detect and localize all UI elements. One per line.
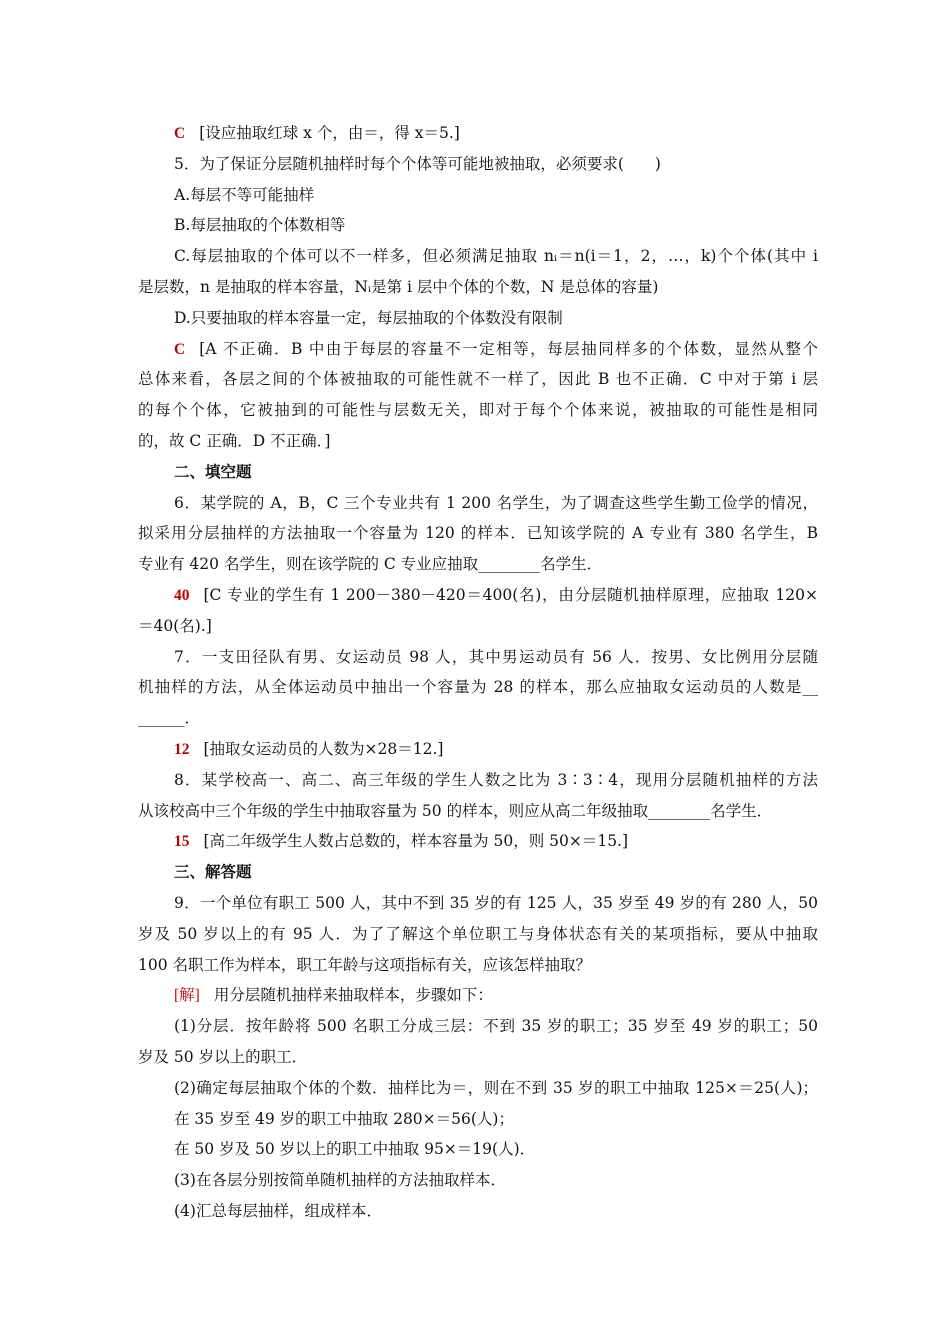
text-line [138,549,818,580]
line-text: 9．一个单位有职工 500 人，其中不到 35 岁的有 125 人，35 岁至 49 岁的有 280 人，50 [174,893,818,912]
line-text: A.每层不等可能抽样 [174,185,315,204]
section-heading [138,857,818,888]
line-text: [设应抽取红球 x 个，由＝，得 x＝5.] [199,124,460,142]
text-line [138,950,818,981]
text-line [138,796,818,827]
text-line [138,580,818,611]
text-line [138,426,818,457]
text-line [138,826,818,857]
line-text: [抽取女运动员的人数为×28＝12.] [203,739,444,758]
text-line [138,334,818,365]
line-text: 岁及 50 岁以上的职工． [138,1047,308,1066]
text-line [138,765,818,796]
line-text: 在 50 岁及 50 岁以上的职工中抽取 95×＝19(人)． [174,1140,536,1159]
line-text: 在 35 岁至 49 岁的职工中抽取 280×＝56(人)； [174,1109,514,1128]
line-text: 8．某学校高一、高二、高三年级的学生人数之比为 3∶3∶4，现用分层随机抽样的方法 [174,770,818,789]
line-text: ______． [138,709,201,728]
section-heading [138,457,818,488]
text-line [138,1042,818,1073]
text-line [138,1165,818,1196]
line-text: 的，故 C 正确．D 不正确．] [138,431,331,450]
answer-mark: [解] [174,987,200,1005]
line-text: 拟采用分层抽样的方法抽取一个容量为 120 的样本．已知该学院的 A 专业有 380 名学生，B [138,524,818,543]
line-text: 二、填空题 [174,461,252,481]
answer-mark: C [174,340,186,358]
line-text: ＝40(名).] [138,616,212,635]
text-line [138,180,818,211]
line-text: 机抽样的方法，从全体运动员中抽出一个容量为 28 的样本，那么应抽取女运动员的人数是__ [138,678,818,697]
document-page [138,118,818,1227]
line-text: [C 专业的学生有 1 200－380－420＝400(名)，由分层随机抽样原理，应抽取 120× [203,585,818,604]
line-text: 6．某学院的 A，B，C 三个专业共有 1 200 名学生，为了调查这些学生勤工俭学的情况， [174,493,818,512]
answer-mark: C [174,125,186,142]
text-line [138,364,818,395]
line-text: [A 不正确．B 中由于每层的容量不一定相等，每层抽同样多的个体数，显然从整个 [199,339,818,358]
line-text: [高二年级学生人数占总数的，样本容量为 50，则 50×＝15.] [203,832,629,851]
text-line [138,241,818,272]
line-text: B.每层抽取的个体数相等 [174,216,346,235]
line-text: 用分层随机抽样来抽取样本，步骤如下： [213,986,493,1005]
text-line [138,734,818,765]
answer-mark: 12 [174,740,190,758]
line-text: (4)汇总每层抽样，组成样本． [174,1201,382,1220]
line-text: (2)确定每层抽取个体的个数．抽样比为＝，则在不到 35 岁的职工中抽取 125×＝25(人)； [174,1078,818,1097]
line-text: D.只要抽取的样本容量一定，每层抽取的个体数没有限制 [174,308,563,327]
text-line [138,272,818,303]
text-line [138,1011,818,1042]
line-text: 岁及 50 岁以上的有 95 人．为了了解这个单位职工与身体状态有关的某项指标，要从中抽取 [138,924,818,943]
line-text: (3)在各层分别按简单随机抽样的方法抽取样本． [174,1171,506,1190]
text-line [138,395,818,426]
text-line [138,518,818,549]
text-line [138,888,818,919]
line-text: 从该校高中三个年级的学生中抽取容量为 50 的样本，则应从高二年级抽取________名学生． [138,801,773,820]
text-line [138,1196,818,1227]
text-line [138,1104,818,1135]
text-line [138,980,818,1011]
answer-mark: 15 [174,833,190,851]
text-line [138,303,818,334]
line-text: 三、解答题 [174,862,252,882]
text-line [138,703,818,734]
line-text: 的每个个体，它被抽到的可能性与层数无关，即对于每个个体来说，被抽取的可能性是相同 [138,401,818,420]
text-line [138,1134,818,1165]
text-line [138,149,818,180]
line-text: (1)分层．按年龄将 500 名职工分成三层：不到 35 岁的职工；35 岁至 49 岁的职工；50 [174,1017,818,1036]
text-line [138,642,818,673]
line-text: 专业有 420 名学生，则在该学院的 C 专业应抽取________名学生． [138,555,603,574]
line-text: 是层数，n 是抽取的样本容量，Nᵢ是第 i 层中个体的个数，N 是总体的容量) [138,277,659,296]
text-line [138,611,818,642]
answer-mark: 40 [174,586,190,604]
line-text: C.每层抽取的个体可以不一样多，但必须满足抽取 nᵢ＝n(i＝1，2，…，k)个个体(其中 i [174,247,818,266]
text-line [138,118,818,149]
line-text: 7．一支田径队有男、女运动员 98 人，其中男运动员有 56 人．按男、女比例用分层随 [174,647,818,666]
text-line [138,1073,818,1104]
line-text: 100 名职工作为样本，职工年龄与这项指标有关，应该怎样抽取？ [138,955,592,974]
line-text: 总体来看，各层之间的个体被抽取的可能性就不一样了，因此 B 也不正确．C 中对于第 i 层 [138,370,818,389]
text-line [138,672,818,703]
text-line [138,210,818,241]
line-text: 5．为了保证分层随机抽样时每个个体等可能地被抽取，必须要求( ) [174,154,661,173]
text-line [138,919,818,950]
text-line [138,488,818,519]
